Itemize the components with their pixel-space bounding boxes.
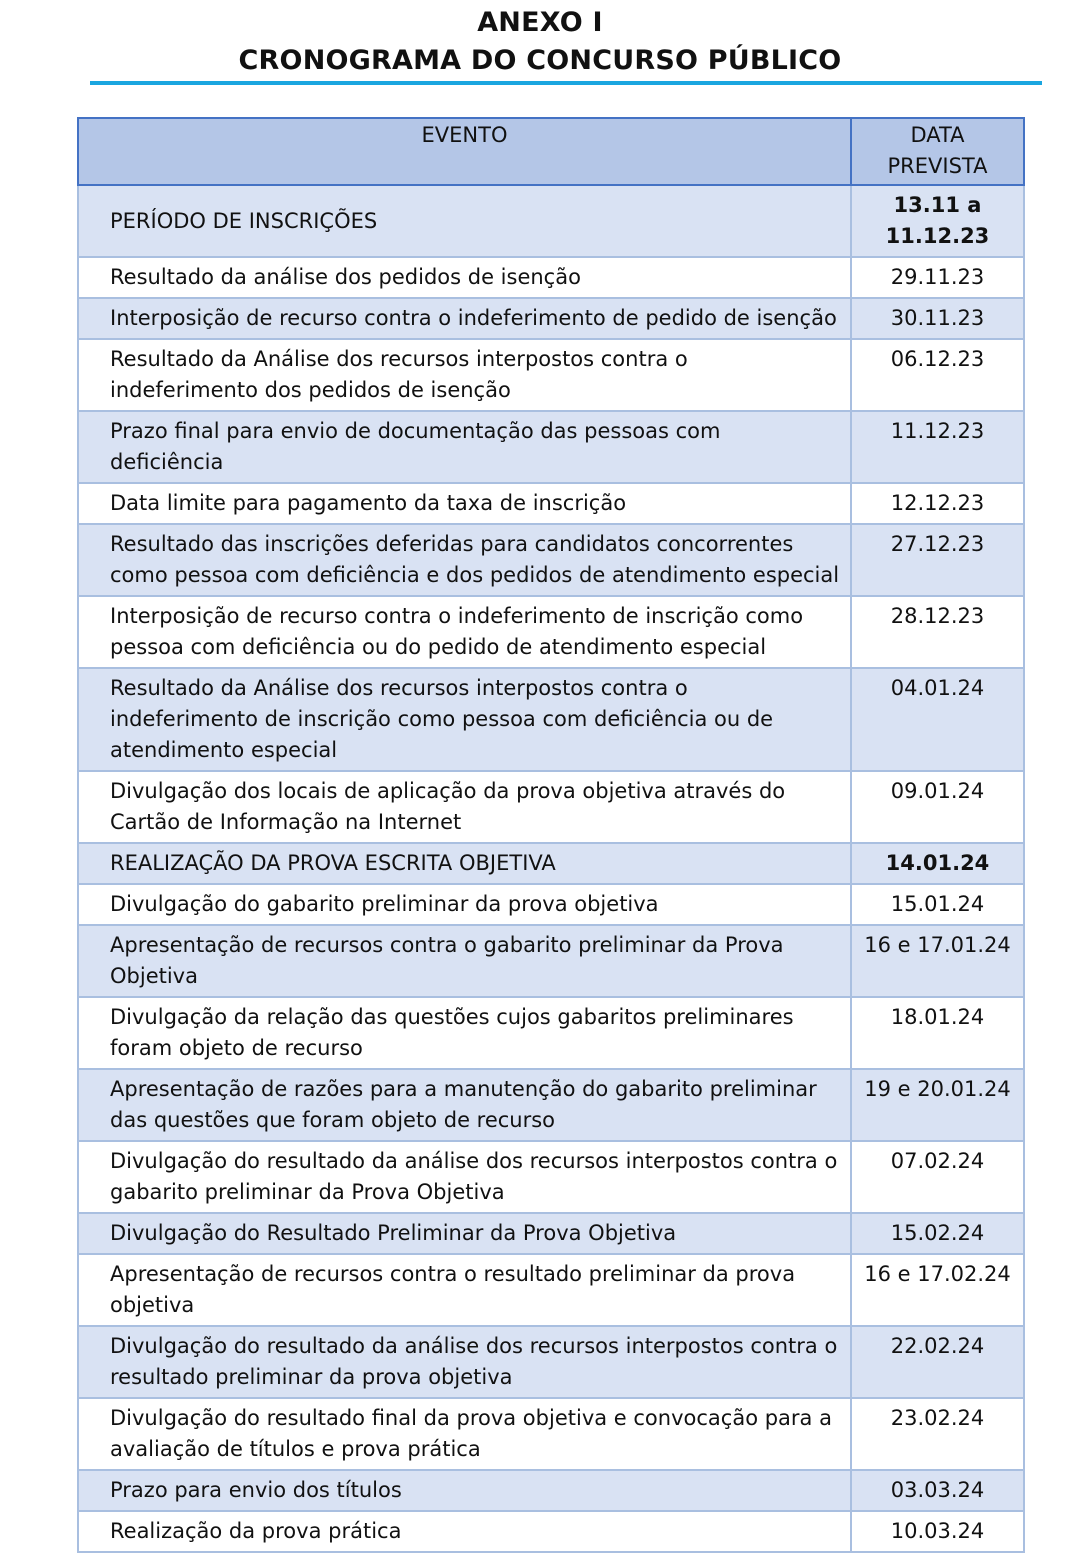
annex-title: ANEXO I	[477, 7, 603, 38]
date-cell: 12.12.23	[851, 483, 1024, 524]
date-column-header: DATA PREVISTA	[851, 118, 1024, 185]
event-cell: Prazo para envio dos títulos	[78, 1470, 851, 1511]
date-cell: 14.01.24	[851, 843, 1024, 884]
date-cell: 13.11 a 11.12.23	[851, 185, 1024, 257]
date-cell: 15.02.24	[851, 1213, 1024, 1254]
event-cell: Divulgação do resultado final da prova objetiva e convocação para a avaliação de títulos e prova prática	[78, 1398, 851, 1470]
date-cell: 30.11.23	[851, 298, 1024, 339]
date-cell: 11.12.23	[851, 411, 1024, 483]
title-divider	[90, 81, 1042, 85]
date-cell: 06.12.23	[851, 339, 1024, 411]
date-cell: 04.01.24	[851, 668, 1024, 771]
date-cell: 09.01.24	[851, 771, 1024, 843]
document-header	[0, 0, 1080, 80]
event-cell: Apresentação de razões para a manutenção do gabarito preliminar das questões que foram objeto de recurso	[78, 1069, 851, 1141]
table-header-row	[78, 118, 1024, 185]
table-row	[78, 925, 1024, 997]
table-row	[78, 1326, 1024, 1398]
table-row	[78, 1069, 1024, 1141]
table-row	[78, 1470, 1024, 1511]
date-cell: 16 e 17.02.24	[851, 1254, 1024, 1326]
event-cell: Divulgação do resultado da análise dos recursos interpostos contra o resultado preliminar da prova objetiva	[78, 1326, 851, 1398]
event-cell: Resultado das inscrições deferidas para candidatos concorrentes como pessoa com deficiência e dos pedidos de atendimento especial	[78, 524, 851, 596]
event-cell: Resultado da análise dos pedidos de isenção	[78, 257, 851, 298]
table-row	[78, 884, 1024, 925]
table-row	[78, 1254, 1024, 1326]
event-cell: Resultado da Análise dos recursos interpostos contra o indeferimento dos pedidos de isenção	[78, 339, 851, 411]
date-cell: 15.01.24	[851, 884, 1024, 925]
event-cell: Resultado da Análise dos recursos interpostos contra o indeferimento de inscrição como pessoa com deficiência ou de atendimento especial	[78, 668, 851, 771]
date-cell: 18.01.24	[851, 997, 1024, 1069]
table-row	[78, 843, 1024, 884]
event-cell: Divulgação do resultado da análise dos recursos interpostos contra o gabarito preliminar da Prova Objetiva	[78, 1141, 851, 1213]
table-row	[78, 185, 1024, 257]
event-cell: Divulgação da relação das questões cujos gabaritos preliminares foram objeto de recurso	[78, 997, 851, 1069]
table-row	[78, 771, 1024, 843]
table-row	[78, 1398, 1024, 1470]
date-cell: 03.03.24	[851, 1470, 1024, 1511]
date-cell: 23.02.24	[851, 1398, 1024, 1470]
event-cell: Apresentação de recursos contra o resultado preliminar da prova objetiva	[78, 1254, 851, 1326]
event-cell: Data limite para pagamento da taxa de inscrição	[78, 483, 851, 524]
event-cell: Interposição de recurso contra o indeferimento de inscrição como pessoa com deficiência ou do pedido de atendimento especial	[78, 596, 851, 668]
date-cell: 22.02.24	[851, 1326, 1024, 1398]
table-row	[78, 524, 1024, 596]
event-cell: REALIZAÇÃO DA PROVA ESCRITA OBJETIVA	[78, 843, 851, 884]
event-cell: Divulgação dos locais de aplicação da prova objetiva através do Cartão de Informação na Internet	[78, 771, 851, 843]
table-row	[78, 339, 1024, 411]
event-cell: Divulgação do Resultado Preliminar da Prova Objetiva	[78, 1213, 851, 1254]
event-cell: Realização da prova prática	[78, 1511, 851, 1552]
table-row	[78, 1511, 1024, 1552]
event-column-header: EVENTO	[78, 118, 851, 185]
event-cell: Interposição de recurso contra o indeferimento de pedido de isenção	[78, 298, 851, 339]
date-cell: 07.02.24	[851, 1141, 1024, 1213]
event-cell: Prazo final para envio de documentação das pessoas com deficiência	[78, 411, 851, 483]
table-row	[78, 1213, 1024, 1254]
table-row	[78, 1141, 1024, 1213]
schedule-table	[77, 117, 1025, 1553]
date-cell: 28.12.23	[851, 596, 1024, 668]
table-row	[78, 997, 1024, 1069]
table-row	[78, 483, 1024, 524]
table-row	[78, 596, 1024, 668]
date-cell: 16 e 17.01.24	[851, 925, 1024, 997]
event-cell: Apresentação de recursos contra o gabarito preliminar da Prova Objetiva	[78, 925, 851, 997]
date-cell: 19 e 20.01.24	[851, 1069, 1024, 1141]
table-row	[78, 411, 1024, 483]
date-cell: 29.11.23	[851, 257, 1024, 298]
schedule-title: CRONOGRAMA DO CONCURSO PÚBLICO	[238, 45, 842, 76]
table-row	[78, 668, 1024, 771]
event-cell: Divulgação do gabarito preliminar da prova objetiva	[78, 884, 851, 925]
date-cell: 10.03.24	[851, 1511, 1024, 1552]
date-cell: 27.12.23	[851, 524, 1024, 596]
table-row	[78, 298, 1024, 339]
table-row	[78, 257, 1024, 298]
event-cell: PERÍODO DE INSCRIÇÕES	[78, 185, 851, 257]
